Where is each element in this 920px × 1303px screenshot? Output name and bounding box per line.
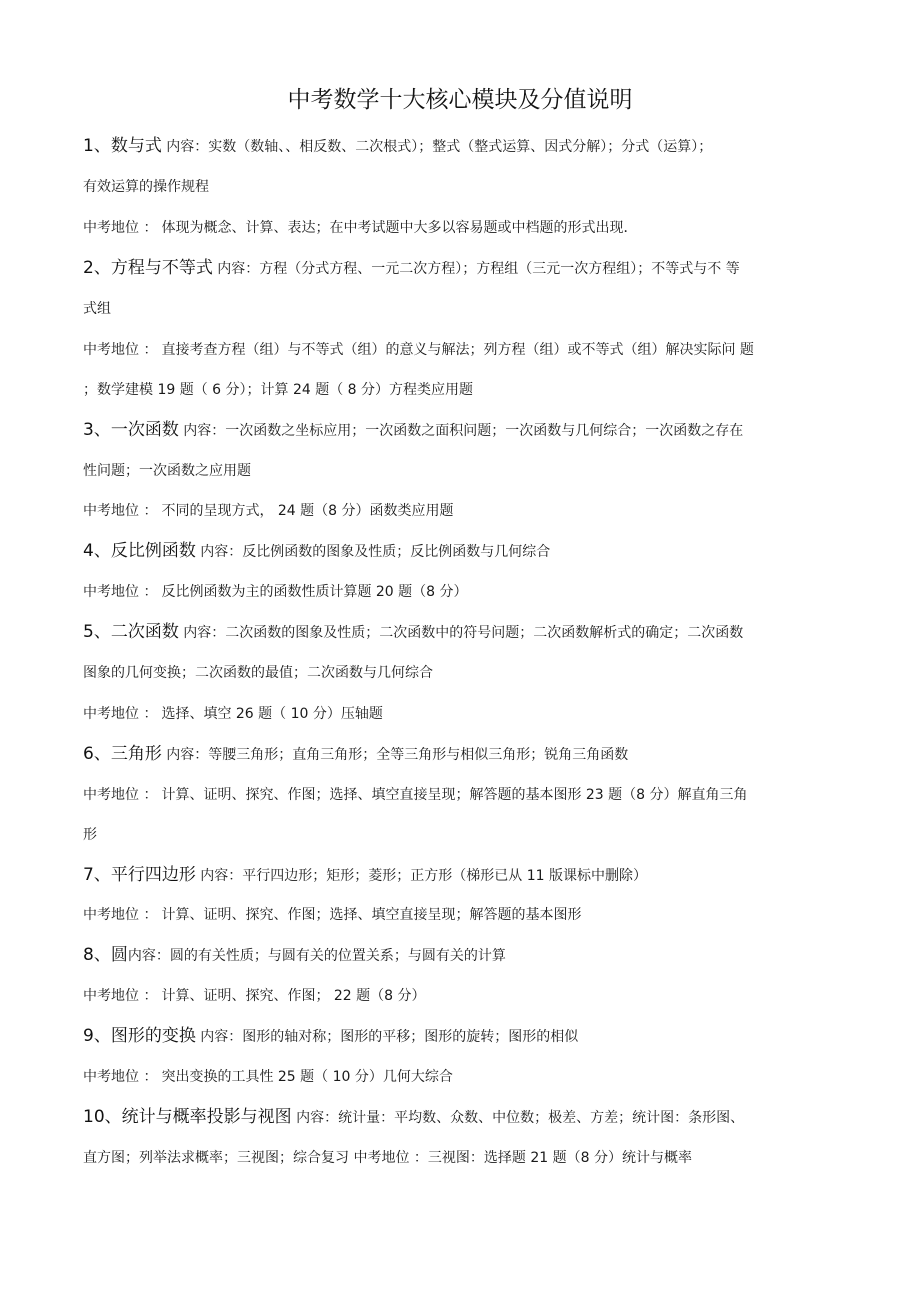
position-label: 中考地位 ： xyxy=(83,584,158,600)
module-9-position xyxy=(83,1066,843,1088)
module-8-position-text: 计算、证明、探究、作图； 22 题（8 分） xyxy=(161,988,426,1004)
module-5-content: 内容：二次函数的图象及性质；二次函数中的符号问题；二次函数解析式的确定；二次函数 xyxy=(183,625,744,641)
module-4-heading: 4、反比例函数 xyxy=(83,541,196,561)
module-6-line-1 xyxy=(83,743,843,766)
page-title: 中考数学十大核心模块及分值说明 xyxy=(287,87,633,113)
module-2-position-cont: ；数学建模 19 题（ 6 分）；计算 24 题（ 8 分）方程类应用题 xyxy=(83,382,474,398)
module-1-content: 内容：实数（数轴、、相反数、二次根式）；整式（整式运算、因式分解）；分式（运算）； xyxy=(166,139,713,155)
module-2-content: 内容：方程（分式方程、一元二次方程）；方程组（三元一次方程组）；不等式与不 等 xyxy=(217,261,740,277)
module-3-content-cont: 性问题；一次函数之应用题 xyxy=(83,463,251,479)
module-6-content: 内容：等腰三角形；直角三角形；全等三角形与相似三角形；锐角三角函数 xyxy=(166,747,629,763)
module-3-line-1 xyxy=(83,419,843,442)
position-label: 中考地位 ： xyxy=(83,220,158,236)
position-label: 中考地位 ： xyxy=(83,503,158,519)
module-7-heading: 7、平行四边形 xyxy=(83,865,196,885)
module-3-position xyxy=(83,500,843,522)
module-9-line-1 xyxy=(83,1025,843,1048)
position-label: 中考地位 ： xyxy=(83,342,158,358)
module-5-position xyxy=(83,703,843,725)
module-5-heading: 5、二次函数 xyxy=(83,622,179,642)
position-label: 中考地位 ： xyxy=(83,1069,158,1085)
module-4-position-text: 反比例函数为主的函数性质计算题 20 题（8 分） xyxy=(161,584,468,600)
module-8-content: 内容：圆的有关性质；与圆有关的位置关系；与圆有关的计算 xyxy=(127,948,506,964)
module-5-content-cont: 图象的几何变换；二次函数的最值；二次函数与几何综合 xyxy=(83,665,433,681)
module-4-content: 内容：反比例函数的图象及性质；反比例函数与几何综合 xyxy=(200,544,551,560)
module-5-position-text: 选择、填空 26 题（ 10 分）压轴题 xyxy=(161,706,383,722)
module-6-position-text: 计算、证明、探究、作图；选择、填空直接呈现；解答题的基本图形 23 题（8 分）解直角三角 xyxy=(161,787,748,803)
module-6-position-cont: 形 xyxy=(83,827,97,843)
module-8-heading: 8、圆 xyxy=(83,945,128,965)
module-9-heading: 9、图形的变换 xyxy=(83,1026,196,1046)
module-3-heading: 3、一次函数 xyxy=(83,420,179,440)
module-9-content: 内容：图形的轴对称；图形的平移；图形的旋转；图形的相似 xyxy=(200,1029,579,1045)
module-2-heading: 2、方程与不等式 xyxy=(83,258,213,278)
module-2-line-1 xyxy=(83,257,843,280)
module-2-position-text: 直接考查方程（组）与不等式（组）的意义与解法；列方程（组）或不等式（组）解决实际问 题 xyxy=(161,342,754,358)
module-10-heading: 10、统计与概率投影与视图 xyxy=(83,1107,292,1127)
module-3-position-text: 不同的呈现方式， 24 题（8 分）函数类应用题 xyxy=(161,503,454,519)
module-2-position xyxy=(83,339,843,361)
module-8-position xyxy=(83,985,843,1007)
module-7-position xyxy=(83,904,843,926)
module-7-line-1 xyxy=(83,864,843,887)
module-4-position xyxy=(83,581,843,603)
position-label: 中考地位 ： xyxy=(83,907,158,923)
module-10-content-cont: 直方图；列举法求概率；三视图；综合复习 中考地位 ：三视图：选择题 21 题（8 分）统计与概率 xyxy=(83,1150,692,1166)
module-1-position-text: 体现为概念、计算、表达；在中考试题中大多以容易题或中档题的形式出现． xyxy=(161,220,638,236)
module-3-content: 内容：一次函数之坐标应用；一次函数之面积问题；一次函数与几何综合；一次函数之存在 xyxy=(183,423,744,439)
module-8-line-1 xyxy=(83,944,843,967)
module-2-content-cont: 式组 xyxy=(83,301,111,317)
module-1-line-1 xyxy=(83,135,843,158)
module-7-content: 内容：平行四边形；矩形；菱形；正方形（梯形已从 11 版课标中删除） xyxy=(200,868,647,884)
module-5-line-1 xyxy=(83,621,843,644)
position-label: 中考地位 ： xyxy=(83,787,158,803)
module-6-heading: 6、三角形 xyxy=(83,744,162,764)
position-label: 中考地位 ： xyxy=(83,988,158,1004)
module-1-content-cont: 有效运算的操作规程 xyxy=(83,179,209,195)
position-label: 中考地位 ： xyxy=(83,706,158,722)
module-10-line-1 xyxy=(83,1106,843,1129)
module-4-line-1 xyxy=(83,540,843,563)
module-10-content: 内容：统计量：平均数、众数、中位数；极差、方差；统计图：条形图、 xyxy=(296,1110,745,1126)
module-7-position-text: 计算、证明、探究、作图；选择、填空直接呈现；解答题的基本图形 xyxy=(161,907,582,923)
module-1-heading: 1、数与式 xyxy=(83,136,162,156)
module-9-position-text: 突出变换的工具性 25 题（ 10 分）几何大综合 xyxy=(161,1069,453,1085)
module-1-position xyxy=(83,217,843,239)
module-6-position xyxy=(83,784,843,806)
